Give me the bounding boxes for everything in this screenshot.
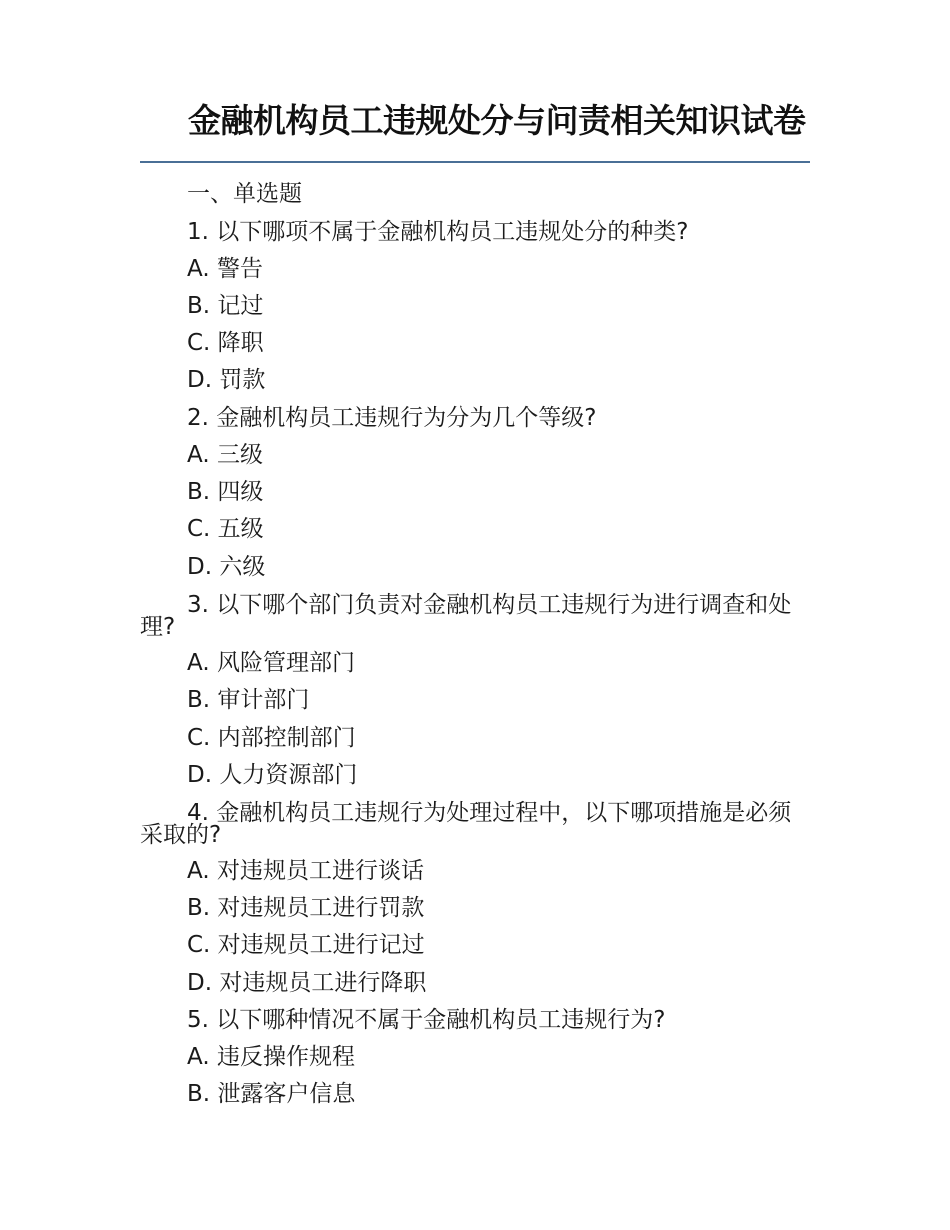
question-3-option-a: A. 风险管理部门: [187, 650, 355, 676]
document-title: 金融机构员工违规处分与问责相关知识试卷: [188, 101, 806, 140]
question-2-option-d: D. 六级: [187, 554, 266, 580]
question-3-option-c: C. 内部控制部门: [187, 725, 356, 751]
question-1-option-c: C. 降职: [187, 330, 264, 356]
question-5-option-a: A. 违反操作规程: [187, 1044, 355, 1070]
question-5-option-b: B. 泄露客户信息: [187, 1081, 356, 1107]
question-1-option-b: B. 记过: [187, 293, 264, 319]
question-2-option-c: C. 五级: [187, 516, 264, 542]
question-2-option-b: B. 四级: [187, 479, 264, 505]
question-4-option-d: D. 对违规员工进行降职: [187, 970, 427, 996]
question-2-option-a: A. 三级: [187, 442, 263, 468]
question-3-option-b: B. 审计部门: [187, 687, 310, 713]
question-2-stem: 2. 金融机构员工违规行为分为几个等级?: [187, 405, 597, 431]
question-1-option-a: A. 警告: [187, 256, 263, 282]
section-heading: 一、单选题: [187, 181, 302, 207]
question-4-option-b: B. 对违规员工进行罚款: [187, 895, 425, 921]
question-1-option-d: D. 罚款: [187, 367, 266, 393]
question-3-stem: 3. 以下哪个部门负责对金融机构员工违规行为进行调查和处理?: [140, 592, 792, 640]
question-4-option-a: A. 对违规员工进行谈话: [187, 858, 424, 884]
question-4-stem: 4. 金融机构员工违规行为处理过程中，以下哪项措施是必须采取的?: [140, 800, 792, 848]
question-5-stem: 5. 以下哪种情况不属于金融机构员工违规行为?: [187, 1007, 666, 1033]
question-1-stem: 1. 以下哪项不属于金融机构员工违规处分的种类?: [187, 219, 689, 245]
title-underline: [140, 161, 810, 163]
question-4-option-c: C. 对违规员工进行记过: [187, 932, 425, 958]
question-3-option-d: D. 人力资源部门: [187, 762, 358, 788]
